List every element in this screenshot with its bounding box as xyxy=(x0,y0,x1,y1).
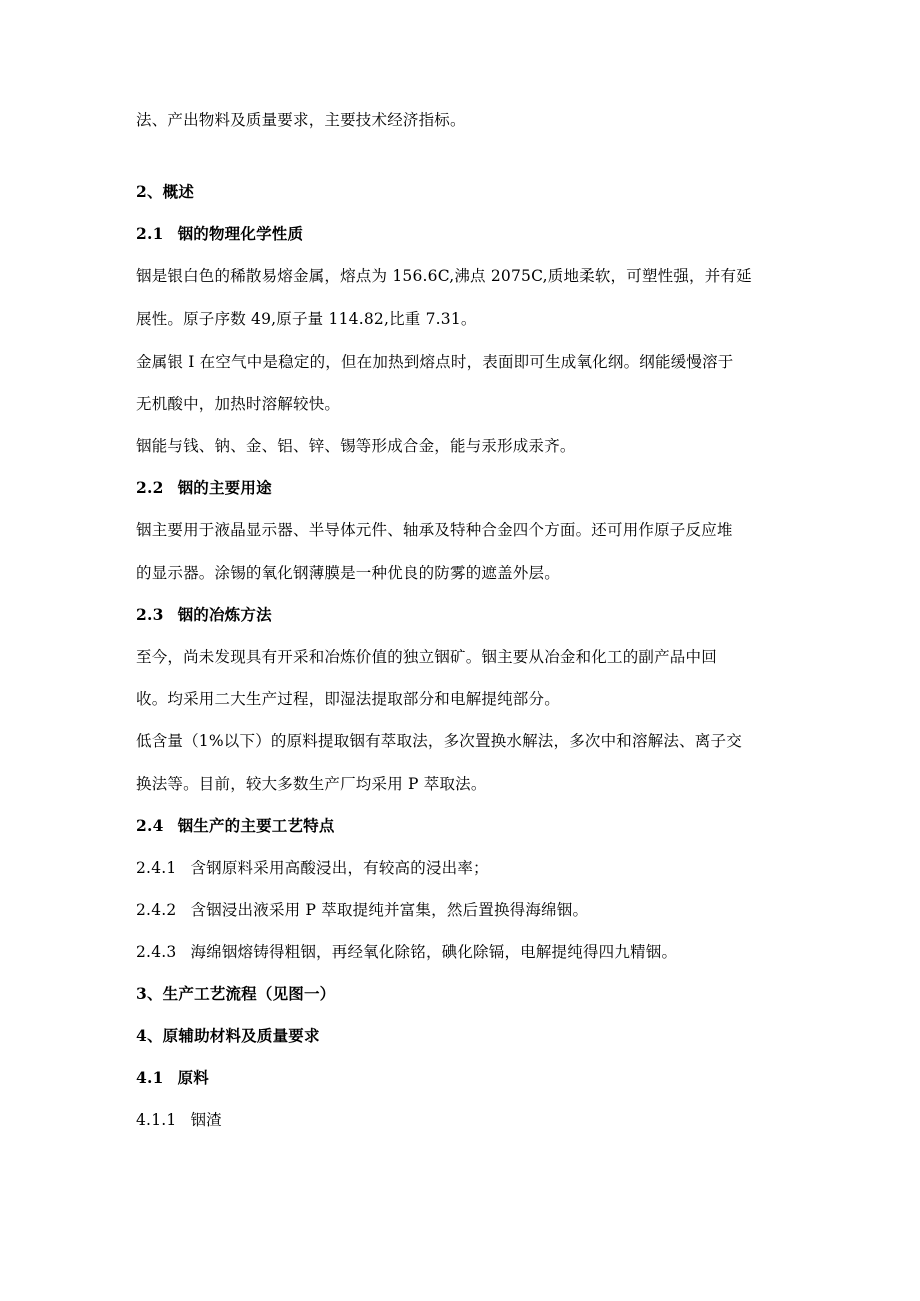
section-2-4-title: 铟生产的主要工艺特点 xyxy=(177,816,335,835)
list-item-text: 含铟浸出液采用 P 萃取提纯并富集，然后置换得海绵铟。 xyxy=(190,901,589,919)
intro-tail-paragraph: 法、产出物料及质量要求，主要技术经济指标。 xyxy=(136,111,466,129)
section-2-4-number: 2.4 xyxy=(136,816,164,835)
section-2-3-title: 铟的冶炼方法 xyxy=(177,605,272,624)
section-2-3-heading xyxy=(136,605,272,625)
paragraph-line: 金属银 I 在空气中是稳定的，但在加热到熔点时，表面即可生成氧化纲。纲能缓慢溶于 xyxy=(136,353,734,371)
paragraph-line: 换法等。目前，较大多数生产厂均采用 P 萃取法。 xyxy=(136,775,487,793)
section-2-1-number: 2.1 xyxy=(136,224,164,243)
section-2-2-heading xyxy=(136,478,272,498)
section-2-1-heading xyxy=(136,224,303,244)
paragraph-line: 至今，尚未发现具有开采和冶炼价值的独立铟矿。铟主要从冶金和化工的副产品中回 xyxy=(136,648,717,666)
list-item xyxy=(136,858,489,878)
section-3-heading: 3、生产工艺流程（见图一） xyxy=(136,984,336,1003)
list-item xyxy=(136,900,588,920)
list-item-text: 海绵铟熔铸得粗铟，再经氧化除铭，碘化除镉，电解提纯得四九精铟。 xyxy=(190,943,678,961)
section-2-4-heading xyxy=(136,816,335,836)
paragraph-line: 无机酸中，加热时溶解较快。 xyxy=(136,395,341,413)
paragraph-line: 铟是银白色的稀散易熔金属，熔点为 156.6C,沸点 2075C,质地柔软，可塑性强，并有延 xyxy=(136,267,752,285)
paragraph-line: 铟主要用于液晶显示器、半导体元件、轴承及特种合金四个方面。还可用作原子反应堆 xyxy=(136,521,733,539)
list-item-text: 含钢原料采用高酸浸出，有较高的浸出率； xyxy=(190,859,489,877)
list-item xyxy=(136,1110,222,1130)
list-item-number: 2.4.3 xyxy=(136,943,177,961)
section-2-1-title: 铟的物理化学性质 xyxy=(177,224,304,243)
section-4-1-number: 4.1 xyxy=(136,1068,164,1087)
paragraph-line: 收。均采用二大生产过程，即湿法提取部分和电解提纯部分。 xyxy=(136,690,560,708)
paragraph-line: 铟能与钱、钠、金、铝、锌、锡等形成合金，能与汞形成汞齐。 xyxy=(136,437,576,455)
section-2-3-number: 2.3 xyxy=(136,605,164,624)
paragraph-line: 低含量（1%以下）的原料提取铟有萃取法，多次置换水解法，多次中和溶解法、离子交 xyxy=(136,732,742,750)
list-item-number: 4.1.1 xyxy=(136,1111,177,1129)
section-4-heading: 4、原辅助材料及质量要求 xyxy=(136,1026,320,1045)
list-item-number: 2.4.2 xyxy=(136,901,177,919)
section-2-2-title: 铟的主要用途 xyxy=(177,478,272,497)
section-4-1-heading xyxy=(136,1068,209,1088)
list-item xyxy=(136,942,677,962)
section-2-heading: 2、概述 xyxy=(136,182,195,201)
list-item-text: 铟渣 xyxy=(190,1111,222,1129)
paragraph-line: 的显示器。涂锡的氧化钢薄膜是一种优良的防雾的遮盖外层。 xyxy=(136,564,560,582)
paragraph-line: 展性。原子序数 49,原子量 114.82,比重 7.31。 xyxy=(136,310,477,328)
section-2-2-number: 2.2 xyxy=(136,478,164,497)
list-item-number: 2.4.1 xyxy=(136,859,177,877)
section-4-1-title: 原料 xyxy=(177,1068,209,1087)
